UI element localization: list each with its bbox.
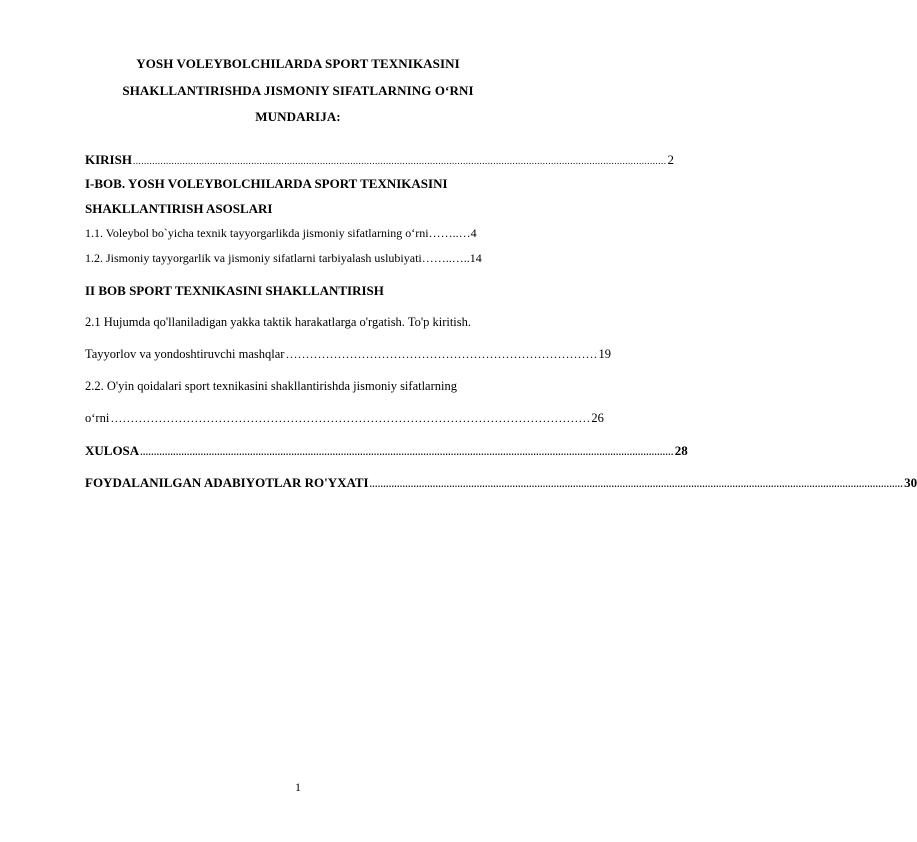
toc-entry-label: 1.1. Voleybol bo`yicha texnik tayyorgarlikda jismoniy sifatlarning o‘rni — [85, 226, 429, 240]
toc-page-number: 26 — [591, 411, 604, 425]
toc-leader-dots: ………………………………………………………………………………………………………… — [110, 411, 591, 425]
toc-entry-1-1[interactable] — [85, 226, 555, 241]
toc-entry-references[interactable] — [85, 475, 917, 491]
toc-entry-label: KIRISH — [85, 152, 132, 167]
toc-leader-dots: ……..….. — [421, 251, 470, 265]
toc-entry-label: Tayyorlov va yondoshtiruvchi mashqlar — [85, 347, 285, 361]
toc-leader-dots: ……..… — [428, 226, 471, 240]
toc-entry-xulosa[interactable] — [85, 443, 688, 459]
toc-heading: MUNDARIJA: — [255, 109, 341, 124]
toc-chapter-1-line-2[interactable]: SHAKLLANTIRISH ASOSLARI — [85, 201, 273, 216]
title-line-1: YOSH VOLEYBOLCHILARDA SPORT TEXNIKASINI — [136, 56, 460, 71]
toc-entry-2-1-line-1[interactable]: 2.1 Hujumda qo'llaniladigan yakka taktik harakatlarga o'rgatish. To'p kiritish. — [85, 315, 472, 329]
toc-entry-label: FOYDALANILGAN ADABIYOTLAR RO'YXATI — [85, 475, 369, 490]
toc-page-number: 4 — [470, 226, 477, 240]
toc-leader-dots: .................................................................................................................................................................................................. — [140, 447, 674, 457]
toc-entry-label: o‘rni — [85, 411, 110, 425]
page-number: 1 — [295, 780, 301, 794]
toc-entry-label: XULOSA — [85, 443, 140, 458]
toc-entry-label: 1.2. Jismoniy tayyorgarlik va jismoniy sifatlarni tarbiyalash uslubiyati — [85, 251, 422, 265]
toc-chapter-2[interactable]: II BOB SPORT TEXNIKASINI SHAKLLANTIRISH — [85, 283, 384, 298]
toc-leader-dots: …………………………………………………………………… — [285, 347, 598, 361]
toc-entry-2-2-line-1[interactable]: 2.2. O'yin qoidalari sport texnikasini shakllantirishda jismoniy sifatlarning — [85, 379, 457, 393]
toc-page-number: 2 — [667, 152, 674, 167]
toc-entry-kirish[interactable] — [85, 152, 674, 168]
toc-entry-2-1-line-2[interactable] — [85, 347, 611, 362]
toc-leader-dots: .................................................................................................................................................................................................. — [369, 479, 904, 489]
toc-page-number: 28 — [674, 443, 688, 458]
title-line-2: SHAKLLANTIRISHDA JISMONIY SIFATLARNING O‘RNI — [122, 83, 474, 98]
toc-chapter-1-line-1[interactable]: I-BOB. YOSH VOLEYBOLCHILARDA SPORT TEXNIKASINI — [85, 176, 448, 191]
toc-page-number: 19 — [598, 347, 611, 361]
toc-entry-1-2[interactable] — [85, 251, 555, 266]
toc-page-number: 14 — [469, 251, 482, 265]
toc-entry-2-2-line-2[interactable] — [85, 411, 604, 426]
toc-leader-dots: .................................................................................................................................................................................................. — [132, 156, 667, 166]
toc-page-number: 30 — [904, 475, 917, 490]
